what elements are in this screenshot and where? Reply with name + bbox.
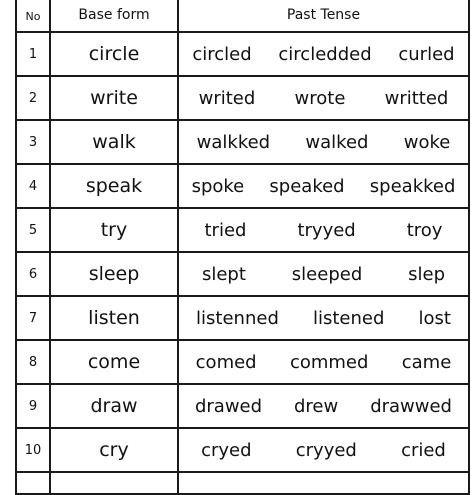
table-row <box>16 76 469 120</box>
past-tense-option[interactable]: slep <box>408 263 446 285</box>
past-tense-options <box>179 440 468 461</box>
past-tense-options <box>179 220 468 241</box>
past-tense-option[interactable]: walkked <box>196 131 271 153</box>
past-tense-option[interactable]: came <box>401 351 452 373</box>
past-tense-option[interactable]: slept <box>201 263 246 285</box>
past-tense-option[interactable]: circledded <box>278 43 372 65</box>
table-row <box>16 296 469 340</box>
past-tense-options-cell <box>178 120 469 164</box>
past-tense-options-cell <box>178 252 469 296</box>
number-column-header: No <box>16 0 50 32</box>
past-tense-options-cell <box>178 384 469 428</box>
row-number: 2 <box>16 76 50 120</box>
past-tense-option[interactable]: speaked <box>269 175 345 197</box>
past-tense-options <box>179 88 468 109</box>
base-form-column-header: Base form <box>50 0 178 32</box>
past-tense-options <box>179 396 468 417</box>
base-form-word: walk <box>50 120 178 164</box>
row-number: 7 <box>16 296 50 340</box>
past-tense-options <box>179 176 468 197</box>
table-row <box>16 164 469 208</box>
past-tense-column-header: Past Tense <box>178 0 469 32</box>
past-tense-options-cell <box>178 164 469 208</box>
past-tense-options <box>179 264 468 285</box>
base-form-word: circle <box>50 32 178 76</box>
past-tense-option[interactable]: circled <box>192 43 252 65</box>
row-number: 1 <box>16 32 50 76</box>
base-form-word: listen <box>50 296 178 340</box>
past-tense-options-cell <box>178 296 469 340</box>
past-tense-option[interactable]: wrote <box>294 87 346 109</box>
table-header-row <box>16 0 469 32</box>
past-tense-option[interactable]: cryed <box>201 439 252 461</box>
past-tense-option[interactable]: tried <box>204 219 247 241</box>
table-row <box>16 32 469 76</box>
past-tense-options-cell <box>178 340 469 384</box>
past-tense-option[interactable]: sleeped <box>291 263 363 285</box>
row-number: 9 <box>16 384 50 428</box>
row-number: 8 <box>16 340 50 384</box>
past-tense-options <box>179 308 468 329</box>
past-tense-option[interactable]: writted <box>384 87 449 109</box>
past-tense-option[interactable]: writed <box>198 87 256 109</box>
row-number: 4 <box>16 164 50 208</box>
past-tense-options-cell <box>178 32 469 76</box>
past-tense-option[interactable]: tryyed <box>297 219 356 241</box>
base-form-word: speak <box>50 164 178 208</box>
table-row <box>16 120 469 164</box>
past-tense-option[interactable]: lost <box>418 307 451 329</box>
past-tense-option[interactable]: commed <box>289 351 369 373</box>
past-tense-options <box>179 44 468 65</box>
row-number: 6 <box>16 252 50 296</box>
past-tense-option[interactable]: spoke <box>191 175 245 197</box>
past-tense-option[interactable]: troy <box>406 219 443 241</box>
base-form-word: try <box>50 208 178 252</box>
past-tense-option[interactable]: comed <box>195 351 257 373</box>
base-form-word: write <box>50 76 178 120</box>
past-tense-option[interactable]: drawwed <box>370 395 452 417</box>
past-tense-option[interactable]: cryyed <box>295 439 357 461</box>
table-row <box>16 208 469 252</box>
past-tense-option[interactable]: listened <box>312 307 385 329</box>
past-tense-options <box>179 132 468 153</box>
cut-off-row <box>16 472 469 494</box>
cut-off-cell <box>50 472 178 494</box>
past-tense-option[interactable]: walked <box>305 131 369 153</box>
past-tense-option[interactable]: cried <box>401 439 446 461</box>
past-tense-options-cell <box>178 428 469 472</box>
cut-off-cell <box>16 472 50 494</box>
row-number: 10 <box>16 428 50 472</box>
past-tense-option[interactable]: speakked <box>369 175 456 197</box>
table-row <box>16 384 469 428</box>
table-body <box>16 32 469 494</box>
base-form-word: cry <box>50 428 178 472</box>
table-row <box>16 428 469 472</box>
base-form-word: sleep <box>50 252 178 296</box>
row-number: 5 <box>16 208 50 252</box>
table-row <box>16 252 469 296</box>
past-tense-options-cell <box>178 208 469 252</box>
past-tense-table <box>15 0 470 495</box>
row-number: 3 <box>16 120 50 164</box>
past-tense-option[interactable]: woke <box>403 131 451 153</box>
past-tense-option[interactable]: drew <box>294 395 339 417</box>
past-tense-option[interactable]: drawed <box>194 395 263 417</box>
past-tense-options <box>179 352 468 373</box>
past-tense-option[interactable]: curled <box>398 43 455 65</box>
past-tense-options-cell <box>178 76 469 120</box>
base-form-word: come <box>50 340 178 384</box>
past-tense-option[interactable]: listenned <box>196 307 279 329</box>
table-row <box>16 340 469 384</box>
cut-off-cell <box>178 472 469 494</box>
base-form-word: draw <box>50 384 178 428</box>
